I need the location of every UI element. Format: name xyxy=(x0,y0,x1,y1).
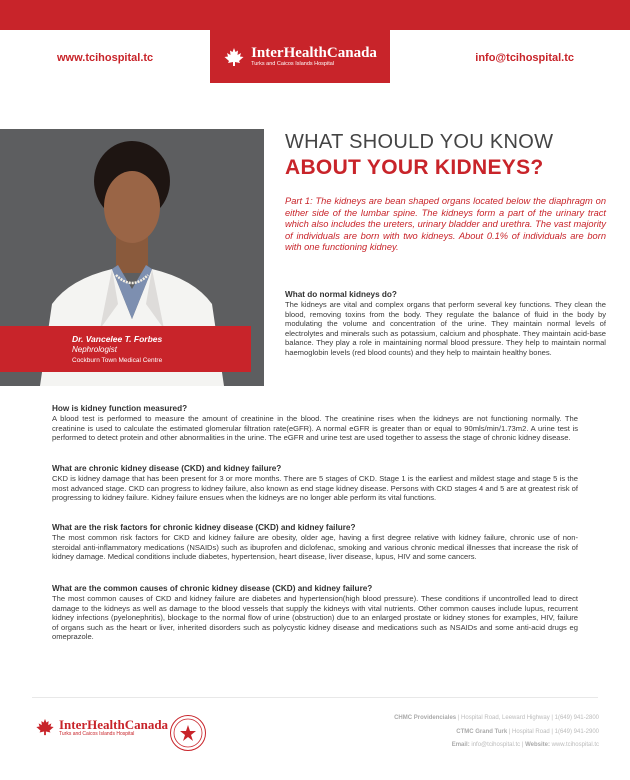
section-body: A blood test is performed to measure the amount of creatinine in the blood. The creatinine rises when the kidneys are not functioning normally. The creatinine is used to calculate the estimated glomerular filtration rate(eGFR). A normal eGFR is greater than or equal to 90mls/min/1.73m2. A urine test is performed to detect protein and other abnormalities in the urine. The eGFR and urine test are used together to assess the stage of chronic kidney disease. xyxy=(52,414,578,443)
footer-website-link[interactable]: www.tcihospital.tc xyxy=(549,742,599,748)
doctor-location: Cockburn Town Medical Centre xyxy=(72,357,163,364)
footer-logo-subtitle: Turks and Caicos Islands Hospital xyxy=(59,730,135,737)
footer-line-providenciales: CHMC Providenciales | Hospital Road, Leeward Highway | 1(649) 941-2800 xyxy=(394,715,599,721)
website-link[interactable]: www.tcihospital.tc xyxy=(57,52,154,64)
headline-line1: WHAT SHOULD YOU KNOW xyxy=(285,131,554,153)
accreditation-seal-icon xyxy=(170,715,206,751)
email-link[interactable]: info@tcihospital.tc xyxy=(475,52,574,64)
footer-divider xyxy=(32,697,598,698)
intro-paragraph: Part 1: The kidneys are bean shaped organs located below the diaphragm on either side of the lumbar spine. The kidneys form a part of the urinary tract which also includes the ureters, urinary bladder and urethra. The vast majority of individuals are born with two kidneys. About 0.1% of individuals are born with one functioning kidney. xyxy=(285,196,606,253)
footer-line-web: Email: info@tcihospital.tc | Website: www.tcihospital.tc xyxy=(451,742,599,748)
header-logo[interactable] xyxy=(210,30,390,83)
footer-line-grand-turk: CTMC Grand Turk | Hospital Road | 1(649) 941-2900 xyxy=(456,728,599,735)
section-normal-kidneys xyxy=(285,290,606,358)
maple-leaf-icon xyxy=(223,47,245,67)
section-ckd-kidney-failure xyxy=(52,464,578,503)
footer-email-link[interactable]: info@tcihospital.tc | xyxy=(469,742,526,748)
section-body: The most common causes of CKD and kidney failure are diabetes and hypertension(high blood pressure). These conditions if uncontrolled lead to direct damage to the kidneys as well as damage to the blood vessels that supply the kidneys with vital nutrients. Other common causes include lupus, recurrent kidney infections (pyelonephritis), blockage to the normal flow of urine (obstruction) due to an enlarged prostate or kidney stones for examples, HIV, failure of organs such as the heart or liver, inherited disorders such as polycystic kidney disease and medications such as NSAIDs and some anti-acid drugs eg omeprazole. xyxy=(52,594,578,642)
section-title: What are chronic kidney disease (CKD) and kidney failure? xyxy=(52,464,282,473)
maple-leaf-icon xyxy=(35,717,55,737)
doctor-role: Nephrologist xyxy=(72,345,117,354)
section-body: CKD is kidney damage that has been present for 3 or more months. There are 5 stages of CKD. Stage 1 is the earliest and mildest stage and stage 5 is the most advanced stage. CKD can progress to kidney failure, also known as end stage kidney disease. Persons with CKD stages 4 and 5 are at greatest risk of progressing to kidney failure. Kidney failure ensues when the kidneys are no longer able perform its vital functions. xyxy=(52,474,578,503)
logo-wordmark: InterHealthCanada xyxy=(251,44,377,61)
doctor-caption xyxy=(0,326,251,372)
section-risk-factors xyxy=(52,523,578,562)
section-common-causes xyxy=(52,584,578,642)
footer-logo[interactable] xyxy=(35,717,168,737)
footer-contacts xyxy=(394,712,599,753)
footer-logo-wordmark: InterHealthCanada xyxy=(59,716,169,732)
section-title: How is kidney function measured? xyxy=(52,404,188,413)
section-title: What are the common causes of chronic kidney disease (CKD) and kidney failure? xyxy=(52,584,373,593)
top-red-band xyxy=(0,0,630,30)
section-title: What do normal kidneys do? xyxy=(285,290,397,299)
section-body: The most common risk factors for CKD and kidney failure are obesity, older age, having a first degree relative with kidney failure, chronic use of non-steroidal anti-inflammatory medications (NSAIDs) such as ibuprofen and diclofenac, smoking and various chronic medical illnesses that increase the risk of kidney damage. Medical conditions include diabetes, hypertension, heart disease, liver disease, lupus, HIV and some cancers. xyxy=(52,533,578,562)
section-title: What are the risk factors for chronic kidney disease (CKD) and kidney failure? xyxy=(52,523,356,532)
doctor-name: Dr. Vancelee T. Forbes xyxy=(72,334,163,344)
section-function-measured xyxy=(52,404,578,443)
headline-line2: ABOUT YOUR KIDNEYS? xyxy=(285,156,544,179)
logo-subtitle: Turks and Caicos Islands Hospital xyxy=(251,60,335,67)
section-body: The kidneys are vital and complex organs that perform several key functions. They clean the blood, removing toxins from the body. They regulate the balance of fluid in the body by modulating the volume and concentration of the urine. They maintain normal levels of electrolytes and minerals such as potassium, calcium and phosphate. They maintain acid-base balance. They play a role in maintaining normal blood pressure. They help to maintain normal haemoglobin levels (red blood counts) and they help to maintain healthy bones. xyxy=(285,300,606,357)
